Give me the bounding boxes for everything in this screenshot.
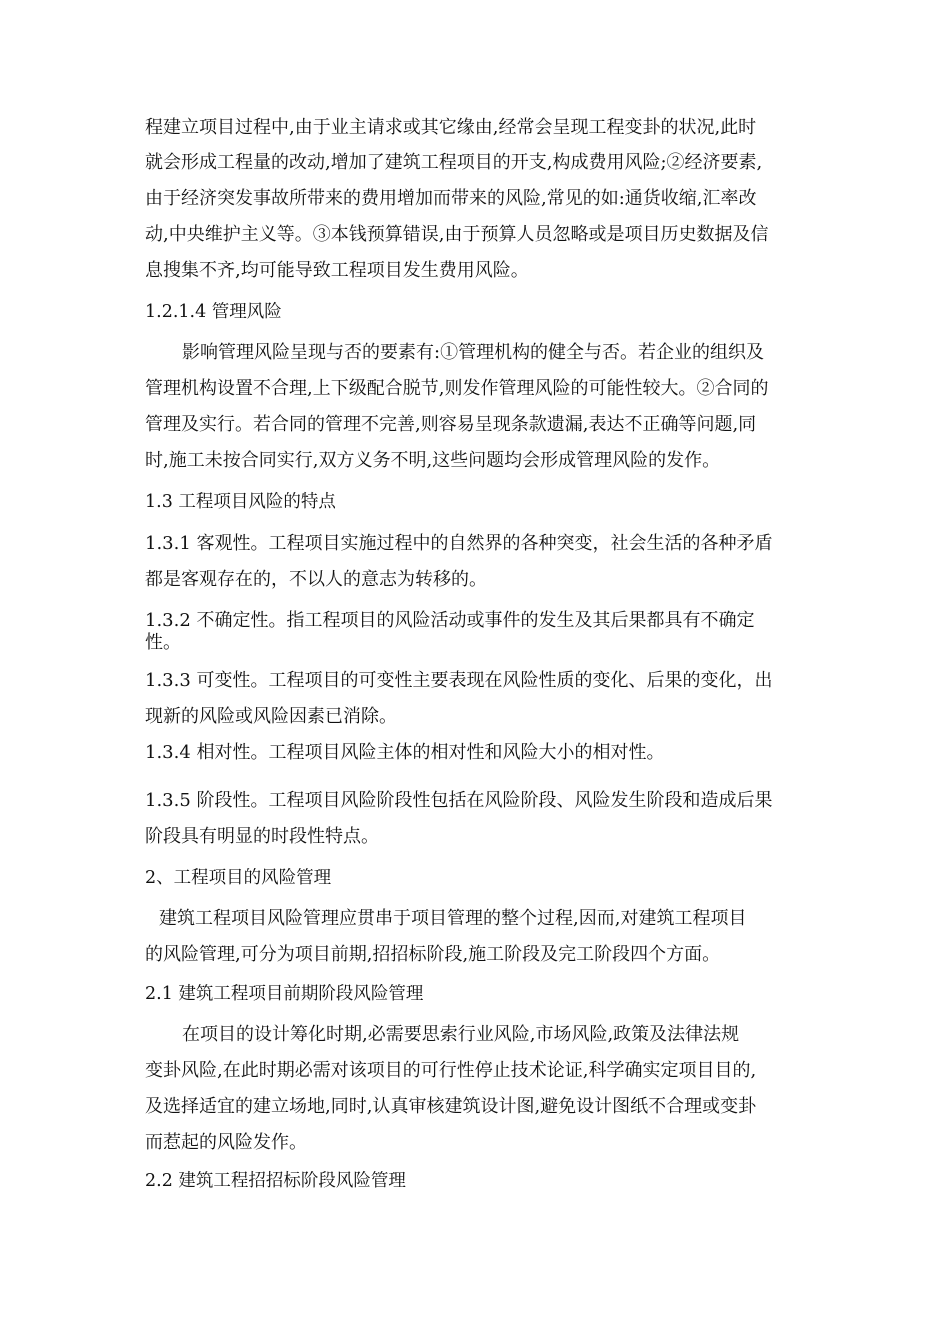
body-text-line: 程建立项目过程中,由于业主请求或其它缘由,经常会呈现工程变卦的状况,此时 (145, 117, 757, 138)
body-text-line: 在项目的设计筹化时期,必需要思索行业风险,市场风险,政策及法律法规 (182, 1024, 740, 1045)
body-text-line: 现新的风险或风险因素已消除。 (145, 706, 397, 727)
body-text-line: 就会形成工程量的改动,增加了建筑工程项目的开支,构成费用风险;②经济要素, (145, 152, 763, 173)
body-text-line: 变卦风险,在此时期必需对该项目的可行性停止技术论证,科学确实定项目目的, (145, 1060, 757, 1081)
body-text-line: 建筑工程项目风险管理应贯串于项目管理的整个过程,因而,对建筑工程项目 (159, 908, 747, 929)
body-text-line: 1.3.2 不确定性。指工程项目的风险活动或事件的发生及其后果都具有不确定 (145, 610, 755, 631)
body-text-line: 由于经济突发事故所带来的费用增加而带来的风险,常见的如:通货收缩,汇率改 (145, 188, 757, 209)
body-text-line: 1.3.4 相对性。工程项目风险主体的相对性和风险大小的相对性。 (145, 742, 665, 763)
body-text-line: 时,施工未按合同实行,双方义务不明,这些问题均会形成管理风险的发作。 (145, 450, 721, 471)
body-text-line: 1.3.3 可变性。工程项目的可变性主要表现在风险性质的变化、后果的变化，出 (145, 670, 773, 691)
body-text-line: 阶段具有明显的时段性特点。 (145, 826, 379, 847)
body-text-line: 都是客观存在的，不以人的意志为转移的。 (145, 569, 487, 590)
section-heading-2: 2、工程项目的风险管理 (145, 868, 332, 888)
body-text-line: 息搜集不齐,均可能导致工程项目发生费用风险。 (145, 260, 529, 281)
body-text-line: 而惹起的风险发作。 (145, 1132, 307, 1153)
body-text-line: 性。 (145, 632, 181, 653)
section-heading-2-1: 2.1 建筑工程项目前期阶段风险管理 (145, 984, 424, 1004)
body-text-line: 动,中央维护主义等。③本钱预算错误,由于预算人员忽略或是项目历史数据及信 (145, 224, 769, 245)
body-text-line: 1.3.1 客观性。工程项目实施过程中的自然界的各种突变，社会生活的各种矛盾 (145, 533, 773, 554)
body-text-line: 及选择适宜的建立场地,同时,认真审核建筑设计图,避免设计图纸不合理或变卦 (145, 1096, 757, 1117)
body-text-line: 1.3.5 阶段性。工程项目风险阶段性包括在风险阶段、风险发生阶段和造成后果 (145, 790, 773, 811)
body-text-line: 管理及实行。若合同的管理不完善,则容易呈现条款遗漏,表达不正确等问题,同 (145, 414, 757, 435)
body-text-line: 的风险管理,可分为项目前期,招招标阶段,施工阶段及完工阶段四个方面。 (145, 944, 721, 965)
body-text-line: 管理机构设置不合理,上下级配合脱节,则发作管理风险的可能性较大。②合同的 (145, 378, 769, 399)
body-text-line: 影响管理风险呈现与否的要素有:①管理机构的健全与否。若企业的组织及 (182, 342, 765, 363)
section-heading-1-3: 1.3 工程项目风险的特点 (145, 492, 336, 512)
section-heading-1-2-1-4: 1.2.1.4 管理风险 (145, 302, 282, 322)
section-heading-2-2: 2.2 建筑工程招招标阶段风险管理 (145, 1171, 406, 1191)
